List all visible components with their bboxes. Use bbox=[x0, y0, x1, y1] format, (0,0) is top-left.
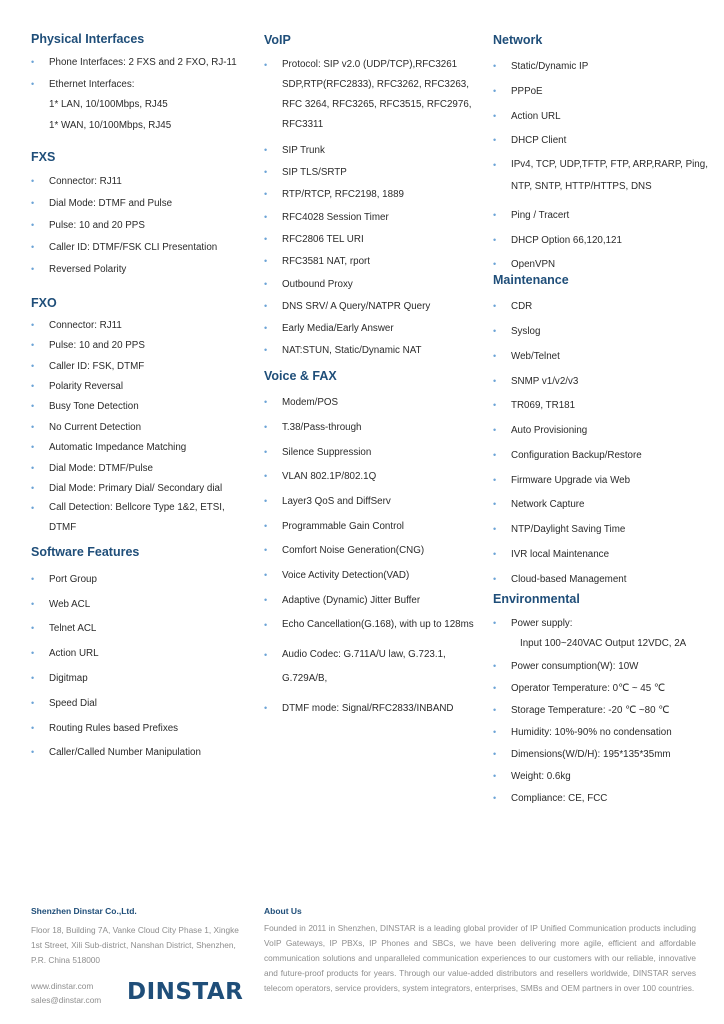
list-item: • Dial Mode: DTMF and Pulse bbox=[49, 197, 253, 211]
list-item: • Reversed Polarity bbox=[49, 263, 253, 277]
section-title: Voice & FAX bbox=[264, 368, 337, 383]
list-item: • Pulse: 10 and 20 PPS bbox=[49, 339, 253, 353]
list-item: 1* WAN, 10/100Mbps, RJ45 bbox=[49, 119, 172, 131]
list-item: • DHCP Client bbox=[511, 134, 715, 148]
section-title: Maintenance bbox=[493, 272, 569, 287]
email-link[interactable]: sales@dinstar.com bbox=[31, 995, 102, 1005]
list-item: • NTP/Daylight Saving Time bbox=[511, 523, 715, 537]
environmental-list bbox=[493, 617, 715, 806]
list-item: • Connector: RJ11 bbox=[49, 175, 253, 189]
list-item: • Configuration Backup/Restore bbox=[511, 449, 715, 463]
maintenance-list bbox=[493, 300, 715, 586]
about-us bbox=[264, 905, 696, 996]
list-item: • Early Media/Early Answer bbox=[282, 322, 484, 336]
voip-list bbox=[264, 55, 484, 358]
list-item: • Firmware Upgrade via Web bbox=[511, 474, 715, 488]
list-item: • DTMF mode: Signal/RFC2833/INBAND bbox=[282, 702, 484, 716]
list-item: • IPv4, TCP, UDP,TFTP, FTP, ARP,RARP, Ping, NTP, SNTP, HTTP/HTTPS, DNS bbox=[511, 154, 715, 198]
section-title: Physical Interfaces bbox=[31, 32, 145, 46]
list-item: • Syslog bbox=[511, 325, 715, 339]
list-item: • Static/Dynamic IP bbox=[511, 60, 715, 74]
list-item: • Phone Interfaces: 2 FXS and 2 FXO, RJ-11 bbox=[49, 56, 253, 70]
about-text: Founded in 2011 in Shenzhen, DINSTAR is a leading global provider of IP Unified Communication products including VoIP Gateways, IP PBXs, IP Phones and SBCs, we have been delivering more agile, efficient and affordable communication solutions and unparalleled communication experiences to our customers with our reliable, innovative and future-proof products for years. Through our value-added distributors and resellers worldwide, DINSTAR serves telecom operators, service providers, system integrators, enterprises, SMBs and OEM partners in over 100 countries. bbox=[264, 923, 696, 993]
network-section bbox=[493, 31, 715, 272]
left-column bbox=[31, 28, 253, 760]
list-item: • Echo Cancellation(G.168), with up to 128ms bbox=[282, 613, 484, 637]
list-item: • Port Group bbox=[49, 573, 253, 587]
list-item: • SNMP v1/v2/v3 bbox=[511, 375, 715, 389]
list-item: • Compliance: CE, FCC bbox=[511, 792, 715, 806]
list-item: • Caller ID: FSK, DTMF bbox=[49, 360, 253, 374]
software-features-section bbox=[31, 543, 253, 759]
list-item: • Weight: 0.6kg bbox=[511, 770, 715, 784]
list-item: • Action URL bbox=[511, 110, 715, 124]
list-item: • Telnet ACL bbox=[49, 622, 253, 636]
list-item: • Routing Rules based Prefixes bbox=[49, 722, 253, 736]
list-item: • SIP Trunk bbox=[282, 144, 484, 158]
software-features-list bbox=[31, 573, 253, 760]
list-item: • CDR bbox=[511, 300, 715, 314]
environmental-section bbox=[493, 590, 715, 805]
section-title: FXO bbox=[31, 295, 57, 310]
list-item: • RTP/RTCP, RFC2198, 1889 bbox=[282, 188, 484, 202]
list-item: • No Current Detection bbox=[49, 421, 253, 435]
fxs-section bbox=[31, 148, 253, 277]
voip-section bbox=[264, 31, 484, 358]
list-item: • NAT:STUN, Static/Dynamic NAT bbox=[282, 344, 484, 358]
voice-fax-list bbox=[264, 396, 484, 716]
list-item: • DHCP Option 66,120,121 bbox=[511, 234, 715, 248]
list-item: • Comfort Noise Generation(CNG) bbox=[282, 544, 484, 558]
list-item: • RFC4028 Session Timer bbox=[282, 211, 484, 225]
section-title: Network bbox=[493, 33, 543, 47]
footer bbox=[31, 905, 696, 1015]
maintenance-section bbox=[493, 271, 715, 587]
list-item: • Dial Mode: Primary Dial/ Secondary dial bbox=[49, 482, 253, 496]
physical-interfaces-list bbox=[31, 56, 253, 132]
list-item: • Outbound Proxy bbox=[282, 278, 484, 292]
list-item: • Speed Dial bbox=[49, 697, 253, 711]
list-item: • Action URL bbox=[49, 647, 253, 661]
website-link[interactable]: www.dinstar.com bbox=[31, 981, 94, 991]
list-item: • IVR local Maintenance bbox=[511, 548, 715, 562]
list-item: • Polarity Reversal bbox=[49, 380, 253, 394]
list-item: • Adaptive (Dynamic) Jitter Buffer bbox=[282, 594, 484, 608]
list-item: • Programmable Gain Control bbox=[282, 520, 484, 534]
list-item: • Caller ID: DTMF/FSK CLI Presentation bbox=[49, 241, 253, 255]
fxo-section bbox=[31, 294, 253, 539]
physical-interfaces-section bbox=[31, 30, 253, 132]
section-title: VoIP bbox=[264, 33, 291, 47]
about-title: About Us bbox=[264, 906, 302, 916]
list-item: • Power consumption(W): 10W bbox=[511, 660, 715, 674]
company-address: Floor 18, Building 7A, Vanke Cloud City Phase 1, Xingke 1st Street, Xili Sub-district, Nanshan District, Shenzhen, P.R. China 518000 bbox=[31, 925, 239, 965]
section-title: FXS bbox=[31, 150, 56, 164]
list-item: • Operator Temperature: 0℃ ~ 45 ℃ bbox=[511, 682, 715, 696]
dinstar-logo: DINSTAR bbox=[127, 979, 244, 1005]
list-item: • Auto Provisioning bbox=[511, 424, 715, 438]
list-item: • TR069, TR181 bbox=[511, 399, 715, 413]
list-item: • Voice Activity Detection(VAD) bbox=[282, 569, 484, 583]
list-item: • VLAN 802.1P/802.1Q bbox=[282, 470, 484, 484]
list-item: • Protocol: SIP v2.0 (UDP/TCP),RFC3261 SDP,RTP(RFC2833), RFC3262, RFC3263, RFC 3264, RFC3265, RFC3515, RFC2976, RFC3311 bbox=[282, 55, 484, 135]
list-item: • Automatic Impedance Matching bbox=[49, 441, 253, 455]
list-item: • DNS SRV/ A Query/NATPR Query bbox=[282, 300, 484, 314]
network-list bbox=[493, 60, 715, 272]
list-item: 1* LAN, 10/100Mbps, RJ45 bbox=[49, 99, 168, 110]
voice-fax-section bbox=[264, 367, 484, 716]
list-item: • Power supply: bbox=[511, 617, 715, 631]
list-item: • Storage Temperature: -20 ℃ ~80 ℃ bbox=[511, 704, 715, 718]
list-item: • T.38/Pass-through bbox=[282, 421, 484, 435]
section-title: Environmental bbox=[493, 592, 580, 607]
right-column bbox=[493, 28, 715, 806]
list-item: • OpenVPN bbox=[511, 258, 715, 272]
fxo-list bbox=[31, 319, 253, 539]
list-item: • Dial Mode: DTMF/Pulse bbox=[49, 462, 253, 476]
list-item: • Ethernet Interfaces: bbox=[49, 78, 253, 92]
list-item: • Ping / Tracert bbox=[511, 209, 715, 223]
fxs-list bbox=[31, 175, 253, 277]
list-item: • Modem/POS bbox=[282, 396, 484, 410]
section-title: Software Features bbox=[31, 545, 140, 560]
middle-column bbox=[264, 28, 484, 716]
list-item: • Layer3 QoS and DiffServ bbox=[282, 495, 484, 509]
contact-info bbox=[31, 979, 101, 1007]
list-item: • Web ACL bbox=[49, 598, 253, 612]
list-item: • RFC2806 TEL URI bbox=[282, 233, 484, 247]
list-item: • Network Capture bbox=[511, 498, 715, 512]
list-item: • Humidity: 10%-90% no condensation bbox=[511, 726, 715, 740]
list-item: • Pulse: 10 and 20 PPS bbox=[49, 219, 253, 233]
list-item: • Web/Telnet bbox=[511, 350, 715, 364]
list-item: • PPPoE bbox=[511, 85, 715, 99]
list-item: Input 100~240VAC Output 12VDC, 2A bbox=[520, 638, 687, 650]
list-item: • Connector: RJ11 bbox=[49, 319, 253, 333]
list-item: • Caller/Called Number Manipulation bbox=[49, 746, 253, 760]
list-item: • Dimensions(W/D/H): 195*135*35mm bbox=[511, 748, 715, 762]
list-item: • Call Detection: Bellcore Type 1&2, ETSI, DTMF bbox=[49, 498, 253, 538]
company-info bbox=[31, 905, 251, 1005]
list-item: • SIP TLS/SRTP bbox=[282, 166, 484, 180]
company-name: Shenzhen Dinstar Co.,Ltd. bbox=[31, 906, 137, 916]
list-item: • Audio Codec: G.711A/U law, G.723.1, G.729A/B, bbox=[282, 643, 484, 691]
list-item: • Silence Suppression bbox=[282, 446, 484, 460]
list-item: • Cloud-based Management bbox=[511, 573, 715, 587]
list-item: • Digitmap bbox=[49, 672, 253, 686]
list-item: • Busy Tone Detection bbox=[49, 400, 253, 414]
list-item: • RFC3581 NAT, rport bbox=[282, 255, 484, 269]
